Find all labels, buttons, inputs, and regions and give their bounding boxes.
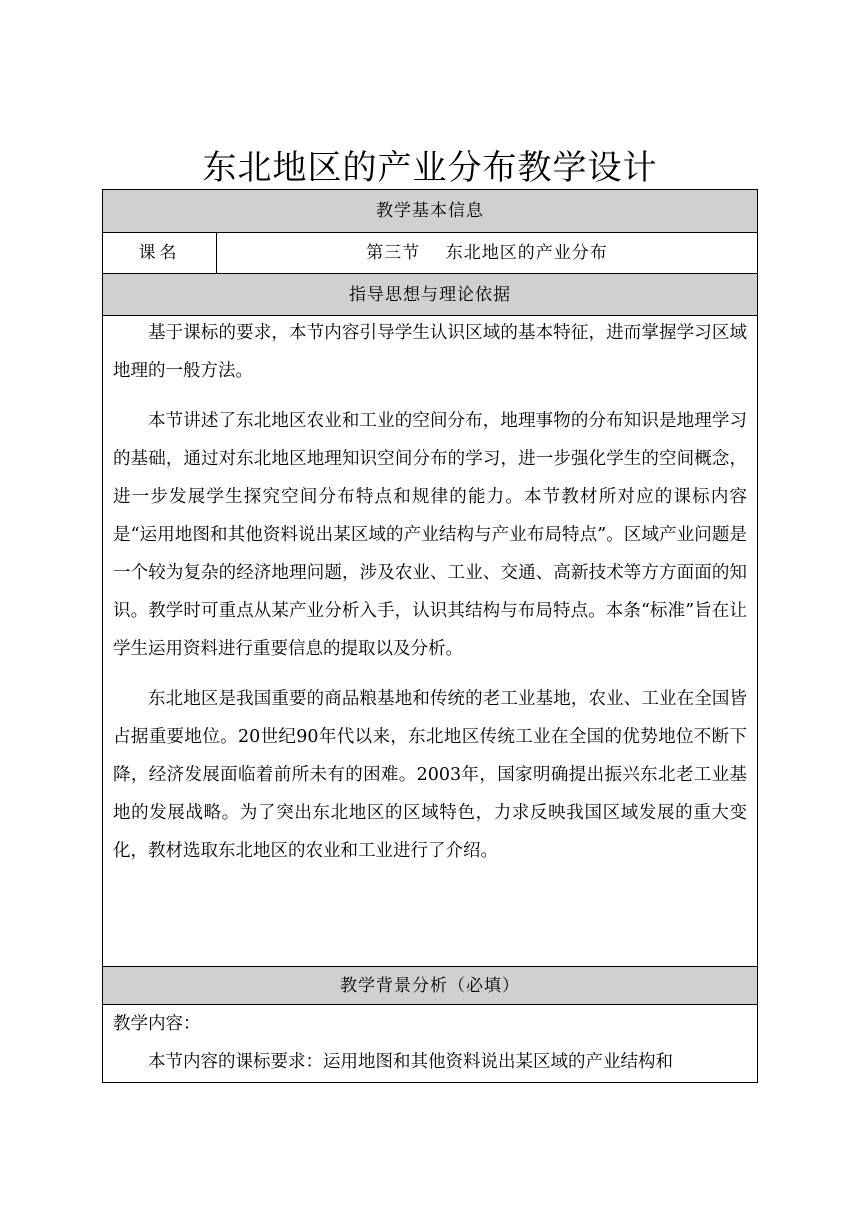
teaching-content-cell [103, 1005, 757, 1082]
teaching-background-header: 教学背景分析（必填） [103, 967, 757, 1005]
course-name-value: 第三节 东北地区的产业分布 [366, 243, 608, 263]
guiding-paragraph-2: 本节讲述了东北地区农业和工业的空间分布，地理事物的分布知识是地理学习的基础，通过对东北地区地理知识空间分布的学习，进一步强化学生的空间概念，进一步发展学生探究空间分布特点和规律的能力。本节教材所对应的课标内容是“运用地图和其他资料说出某区域的产业结构与产业布局特点”。区域产业问题是一个较为复杂的经济地理问题，涉及农业、工业、交通、高新技术等方方面面的知识。教学时可重点从某产业分析入手，认识其结构与布局特点。本条“标准”旨在让学生运用资料进行重要信息的提取以及分析。 [113, 411, 747, 659]
document-title: 东北地区的产业分布教学设计 [202, 148, 658, 188]
guiding-paragraph-3: 东北地区是我国重要的商品粮基地和传统的老工业基地，农业、工业在全国皆占据重要地位。20世纪90年代以来，东北地区传统工业在全国的优势地位不断下降，经济发展面临着前所未有的困难。2003年，国家明确提出振兴东北老工业基地的发展战略。为了突出东北地区的区域特色，力求反映我国区域发展的重大变化，教材选取东北地区的农业和工业进行了介绍。 [113, 689, 747, 861]
lesson-plan-table [102, 189, 758, 1083]
basic-info-header: 教学基本信息 [103, 190, 757, 233]
course-name-label: 课名 [103, 233, 217, 273]
course-name-row [103, 233, 757, 274]
guiding-paragraph-1: 基于课标的要求，本节内容引导学生认识区域的基本特征，进而掌握学习区域地理的一般方法。 [113, 323, 747, 381]
guiding-principles-header: 指导思想与理论依据 [103, 274, 757, 316]
guiding-principles-body [103, 316, 757, 967]
teaching-content-label: 教学内容： [113, 1014, 201, 1034]
teaching-content-paragraph: 本节内容的课标要求：运用地图和其他资料说出某区域的产业结构和 [148, 1052, 673, 1072]
